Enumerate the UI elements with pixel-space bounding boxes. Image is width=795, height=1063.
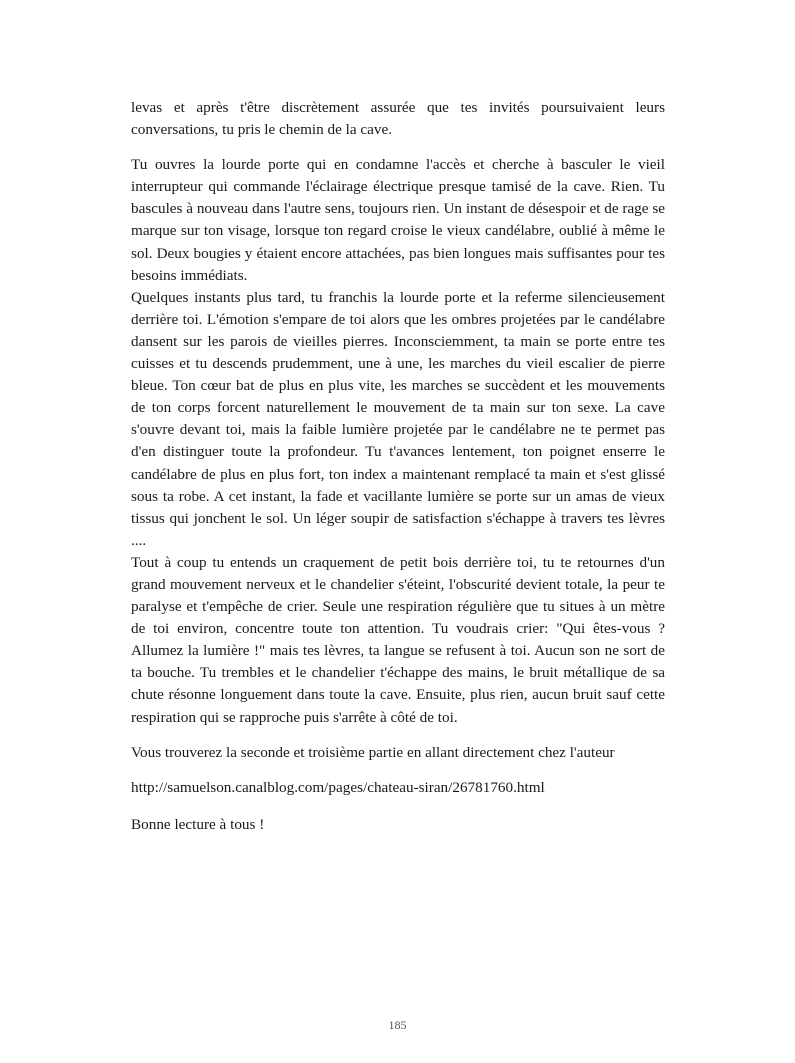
- paragraph-darkness: Tout à coup tu entends un craquement de petit bois derrière toi, tu te retournes d'un grand mouvement nerveux et le chandelier s'éteint, l'obscurité devient totale, la peur te paralyse et t'empêche de crier. Seule une respiration régulière que tu situes à un mètre de toi environ, concentre toute ton attention. Tu voudrais crier: "Qui êtes-vous ? Allumez la lumière !" mais tes lèvres, ta langue se refusent à toi. Aucun son ne sort de ta bouche. Tu trembles et le chandelier t'échappe des mains, le bruit métallique de sa chute résonne longuement dans toute la cave. Ensuite, plus rien, aucun bruit sauf cette respiration qui se rapproche puis s'arrête à côté de toi.: [131, 553, 665, 726]
- paragraph-intro: levas et après t'être discrètement assurée que tes invités poursuivaient leurs conversations, tu pris le chemin de la cave.: [131, 99, 665, 139]
- paragraph-descent: Quelques instants plus tard, tu franchis la lourde porte et la referme silencieusement derrière toi. L'émotion s'empare de toi alors que les ombres projetées par le candélabre dansent sur les parois de vieilles pierres. Inconsciemment, ta main se porte entre tes cuisses et tu descends prudemment, une à une, les marches du vieil escalier de pierre bleue. Ton cœur bat de plus en plus vite, les marches se succèdent et les mouvements de ton corps forcent naturellement le mouvement de ta main sur ton sexe. La cave s'ouvre devant toi, mais la faible lumière projetée par le candélabre ne te permet pas d'en distinguer toute la profondeur. Tu t'avances lentement, ton poignet enserre le candélabre de plus en plus fort, ton index a maintenant remplacé ta main et s'est glissé sous ta robe. A cet instant, la fade et vacillante lumière se porte sur un amas de vieux tissus qui jonchent le sol. Un léger soupir de satisfaction s'échappe à travers tes lèvres ....: [131, 288, 665, 549]
- paragraph-author-note: Vous trouverez la seconde et troisième partie en allant directement chez l'auteur: [131, 743, 615, 761]
- page-number: 185: [388, 1018, 407, 1032]
- page-body: [131, 97, 665, 849]
- closing-line: Bonne lecture à tous !: [131, 815, 265, 833]
- author-url: http://samuelson.canalblog.com/pages/chateau-siran/26781760.html: [131, 778, 545, 796]
- paragraph-cellar-door: Tu ouvres la lourde porte qui en condamne l'accès et cherche à basculer le vieil interrupteur qui commande l'éclairage électrique presque tamisé de la cave. Rien. Tu bascules à nouveau dans l'autre sens, toujours rien. Un instant de désespoir et de rage se marque sur ton visage, lorsque ton regard croise le vieux candélabre, oublié à même le sol. Deux bougies y étaient encore attachées, pas bien longues mais suffisantes pour tes besoins immédiats.: [131, 156, 665, 284]
